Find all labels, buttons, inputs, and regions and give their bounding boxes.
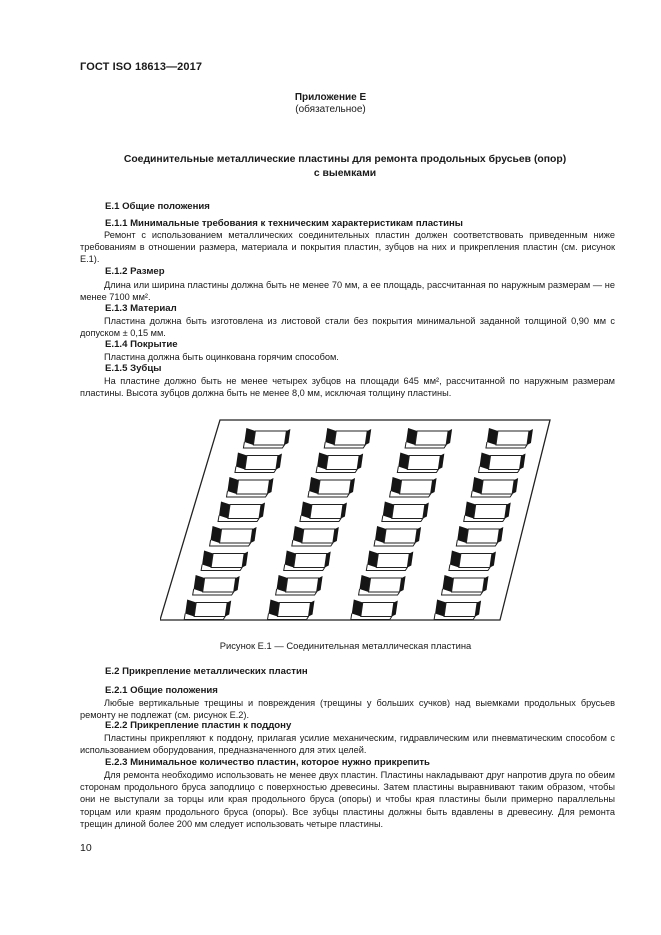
paragraph-e22: Пластины прикрепляют к поддону, прилагая усилие механическим, гидравлическим или пневматическим способом с использованием оборудования, предназначенного для этих целей. — [80, 733, 615, 756]
annex-title-line-2: с выемками — [313, 167, 377, 179]
annex-label: Приложение Е — [294, 92, 367, 103]
annex-title-line-1: Соединительные металлические пластины для ремонта продольных брусьев (опор) — [123, 154, 567, 165]
heading-e15: Е.1.5 Зубцы — [105, 363, 162, 374]
standard-number: ГОСТ ISO 18613—2017 — [80, 61, 203, 73]
heading-e12: Е.1.2 Размер — [105, 266, 165, 277]
paragraph-e15: На пластине должно быть не менее четырех зубцов на площади 645 мм², рассчитанной по наружным размерам пластины. Высота зубцов должна быть не менее 8,0 мм, исключая толщину пластины. — [80, 376, 615, 399]
paragraph-e13: Пластина должна быть изготовлена из листовой стали без покрытия минимальной заданной толщиной 0,90 мм с допуском ± 0,15 мм. — [80, 316, 615, 339]
heading-e13: Е.1.3 Материал — [105, 303, 177, 314]
heading-e11: Е.1.1 Минимальные требования к техническим характеристикам пластины — [105, 218, 463, 229]
heading-e21: Е.2.1 Общие положения — [105, 685, 218, 696]
page-number: 10 — [80, 842, 92, 854]
paragraph-e12: Длина или ширина пластины должна быть не менее 70 мм, а ее площадь, рассчитанная по наружным размерам — не менее 7100 мм². — [80, 280, 615, 303]
paragraph-e14: Пластина должна быть оцинкована горячим способом. — [104, 352, 339, 362]
figure-connector-plate — [160, 410, 560, 625]
heading-e14: Е.1.4 Покрытие — [105, 339, 178, 350]
heading-e22: Е.2.2 Прикрепление пластин к поддону — [105, 720, 292, 731]
paragraph-e21: Любые вертикальные трещины и повреждения (трещины у больших сучков) над выемками продольных брусьев ремонту не подлежат (см. рисунок Е.2). — [80, 698, 615, 721]
annex-status: (обязательное) — [295, 104, 366, 115]
heading-e1: Е.1 Общие положения — [105, 201, 210, 212]
heading-e23: Е.2.3 Минимальное количество пластин, которое нужно прикрепить — [105, 757, 430, 768]
paragraph-e23: Для ремонта необходимо использовать не менее двух пластин. Пластины накладывают друг напротив друга по обеим сторонам продольного бруса заподлицо с поверхностью древесины. Затем пластины выравнивают таким образом, чтобы они не выступали за торцы или края продольного бруса (опоры) и чтобы края пластины были примерно параллельны торцам или краям продольного бруса (опоры). Все зубцы пластины должны быть вдавлены в древесину. Для ремонта трещин длиной более 200 мм следует использовать четыре пластины. — [80, 770, 615, 829]
heading-e2: Е.2 Прикрепление металлических пластин — [105, 666, 308, 677]
figure-caption: Рисунок Е.1 — Соединительная металлическая пластина — [219, 640, 472, 651]
paragraph-e11: Ремонт с использованием металлических соединительных пластин должен соответствовать приведенным ниже требованиям в отношении размера, материала и покрытия пластин, зубцов на них и прикрепления пластин (см. рисунок Е.1). — [80, 230, 615, 265]
annex-title — [95, 153, 595, 180]
